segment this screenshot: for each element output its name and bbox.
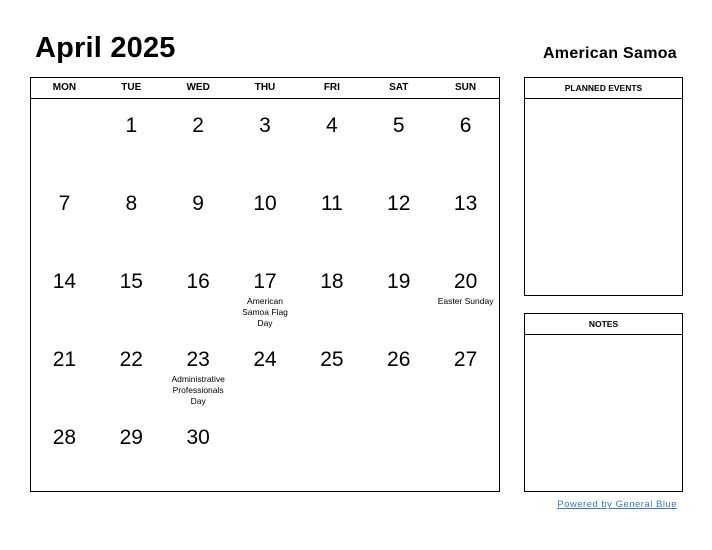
- day-number: 27: [453, 348, 478, 371]
- day-number: 6: [459, 114, 472, 137]
- page-title: April 2025: [35, 32, 176, 64]
- day-number: 29: [119, 426, 143, 449]
- day-number: 9: [192, 192, 204, 215]
- calendar-day-cell: [232, 411, 299, 489]
- calendar-day-cell: [432, 177, 499, 255]
- weekday-wed: WED: [186, 82, 210, 93]
- calendar-day-cell: [298, 255, 365, 333]
- day-number: 16: [186, 270, 210, 293]
- powered-by-link[interactable]: Powered by General Blue: [557, 499, 677, 510]
- calendar-day-cell: [432, 99, 499, 177]
- calendar-day-cell: [232, 333, 299, 411]
- day-number: 25: [320, 348, 344, 371]
- calendar-day-cell: [365, 255, 432, 333]
- planned-events-panel: [524, 77, 683, 296]
- day-number: 14: [52, 270, 77, 293]
- day-number: 23: [186, 348, 210, 371]
- calendar-day-cell: [365, 177, 432, 255]
- calendar-day-cell: [432, 255, 499, 333]
- weekday-sat: SAT: [389, 82, 409, 93]
- calendar-grid: [30, 77, 500, 492]
- calendar-day-cell: [365, 99, 432, 177]
- day-number: 28: [52, 426, 77, 449]
- calendar-week-row: [31, 177, 499, 255]
- region-label: American Samoa: [542, 45, 677, 62]
- calendar-day-cell: [298, 177, 365, 255]
- weekday-header-row: [31, 78, 499, 99]
- calendar-day-cell: [31, 177, 98, 255]
- day-number: 5: [392, 114, 405, 137]
- calendar-day-cell: [31, 333, 98, 411]
- weekday-mon: MON: [52, 82, 77, 93]
- day-number: 19: [387, 270, 411, 293]
- notes-heading: NOTES: [525, 314, 682, 335]
- weekday-fri: FRI: [323, 82, 340, 93]
- calendar-day-cell: [365, 333, 432, 411]
- calendar-day-cell: [165, 177, 232, 255]
- holiday-label: Administrative Professionals Day: [171, 374, 225, 406]
- calendar-week-row: [31, 99, 499, 177]
- calendar-day-cell: [98, 177, 165, 255]
- day-number: 10: [253, 192, 277, 215]
- calendar-weeks: [31, 99, 499, 489]
- day-number: 8: [125, 192, 138, 215]
- calendar-day-cell: [98, 99, 165, 177]
- calendar-day-cell: [232, 255, 299, 333]
- day-number: 30: [186, 426, 210, 449]
- calendar-day-cell: [165, 99, 232, 177]
- weekday-tue: TUE: [121, 82, 142, 93]
- weekday-sun: SUN: [455, 82, 477, 93]
- calendar-day-cell: [298, 99, 365, 177]
- calendar-day-cell: [98, 333, 165, 411]
- calendar-week-row: [31, 255, 499, 333]
- day-number: 21: [52, 348, 77, 371]
- day-number: 15: [119, 270, 143, 293]
- calendar-day-cell: [31, 411, 98, 489]
- weekday-thu: THU: [254, 82, 276, 93]
- planned-events-heading: PLANNED EVENTS: [525, 78, 682, 99]
- day-number: 22: [119, 348, 143, 371]
- calendar-day-cell: [98, 411, 165, 489]
- day-number: 17: [253, 270, 277, 293]
- calendar-week-row: [31, 411, 499, 489]
- calendar-day-cell: [298, 333, 365, 411]
- calendar-day-cell: [298, 411, 365, 489]
- day-number: 12: [387, 192, 411, 215]
- calendar-week-row: [31, 333, 499, 411]
- day-number: 26: [387, 348, 411, 371]
- notes-panel: [524, 313, 683, 492]
- calendar-day-cell: [165, 411, 232, 489]
- day-number: 24: [253, 348, 277, 371]
- day-number: 7: [58, 192, 71, 215]
- calendar-day-cell: [432, 333, 499, 411]
- holiday-label: Easter Sunday: [437, 296, 494, 306]
- day-number: 4: [326, 114, 338, 137]
- day-number: 3: [259, 114, 271, 137]
- day-number: 20: [453, 270, 478, 293]
- holiday-label: American Samoa Flag Day: [242, 296, 288, 328]
- calendar-day-cell: [365, 411, 432, 489]
- calendar-day-cell: [232, 177, 299, 255]
- day-number: 2: [192, 114, 204, 137]
- day-number: 18: [320, 270, 344, 293]
- calendar-day-cell: [98, 255, 165, 333]
- calendar-day-cell: [165, 333, 232, 411]
- calendar-day-cell: [432, 411, 499, 489]
- calendar-day-cell: [165, 255, 232, 333]
- calendar-day-cell: [31, 255, 98, 333]
- calendar-day-cell: [232, 99, 299, 177]
- day-number: 11: [320, 192, 343, 215]
- calendar-day-cell: [31, 99, 98, 177]
- day-number: 13: [453, 192, 478, 215]
- day-number: 1: [125, 114, 138, 137]
